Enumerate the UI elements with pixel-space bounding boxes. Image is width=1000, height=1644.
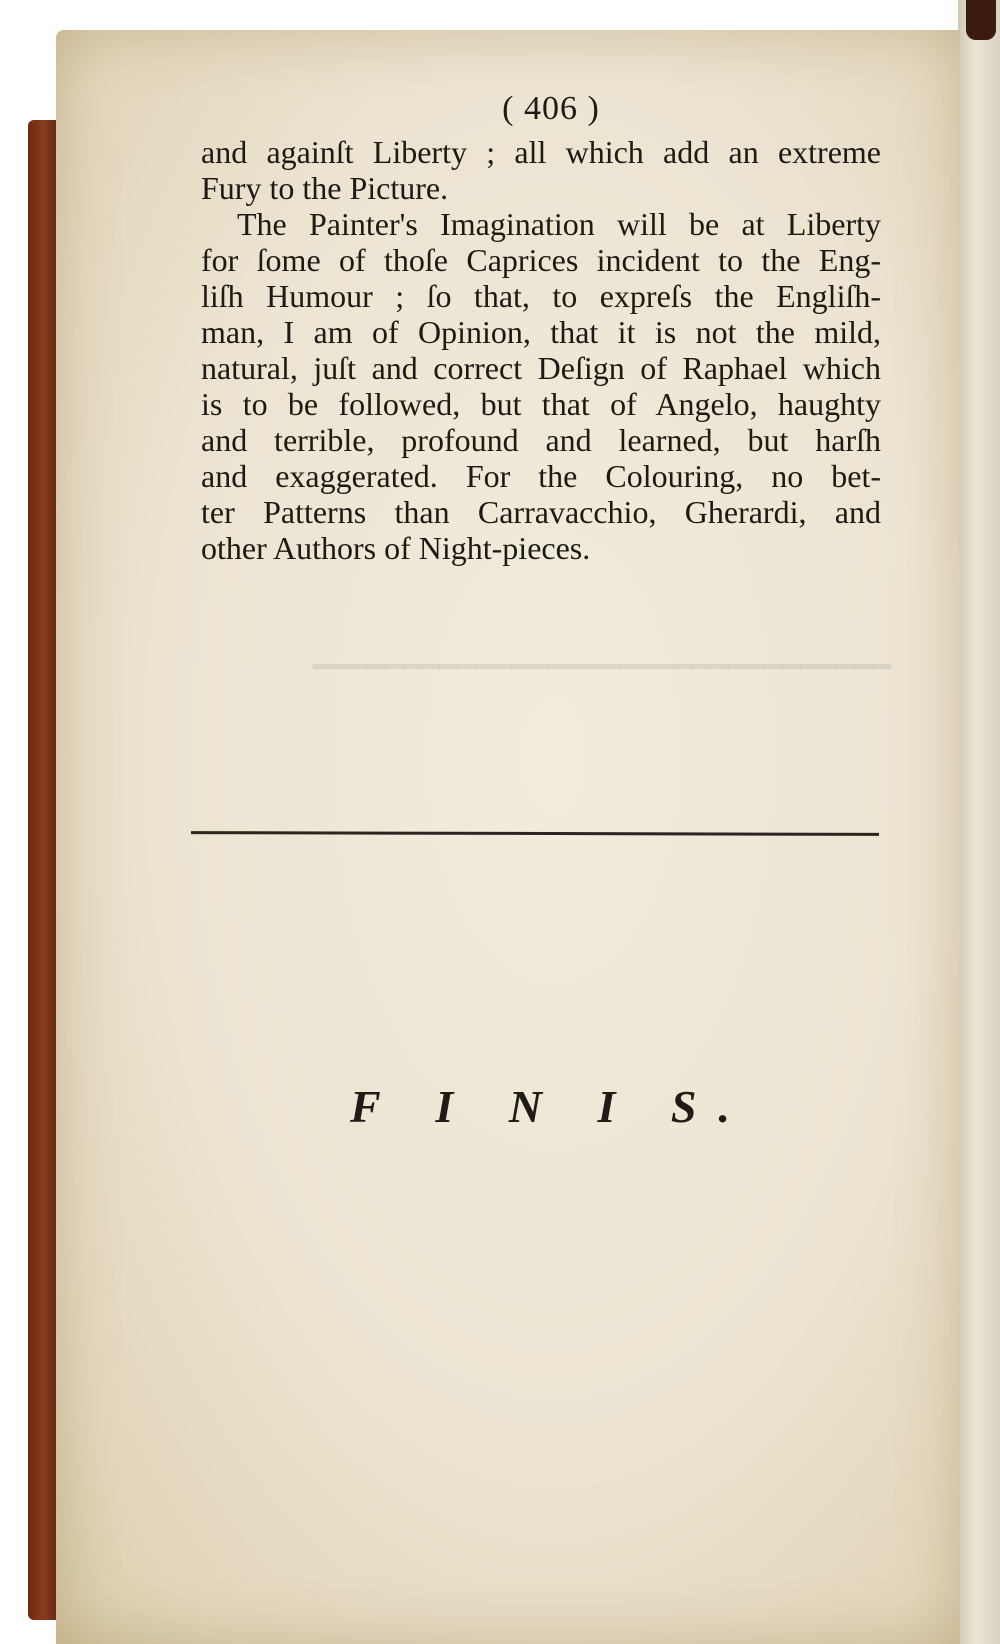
text-line: and terrible, profound and learned, but harſh xyxy=(201,422,881,458)
text-line: for ſome of thoſe Caprices incident to the Eng- xyxy=(201,242,881,278)
text-line: man, I am of Opinion, that it is not the mild, xyxy=(201,314,881,350)
book-page xyxy=(56,30,960,1644)
text-line: liſh Humour ; ſo that, to expreſs the Engliſh- xyxy=(201,278,881,314)
facing-page-edge xyxy=(958,0,1000,1644)
text-line: The Painter's Imagination will be at Liberty xyxy=(237,206,881,242)
text-line: ter Patterns than Carravacchio, Gherardi, and xyxy=(201,494,881,530)
text-line: Fury to the Picture. xyxy=(201,170,449,206)
text-line: other Authors of Night-pieces. xyxy=(201,530,591,566)
text-line: and againſt Liberty ; all which add an extreme xyxy=(201,134,881,170)
finis-heading: F I N I S. xyxy=(350,1081,752,1132)
text-line: and exaggerated. For the Colouring, no bet- xyxy=(201,458,881,494)
text-line: natural, juſt and correct Deſign of Raphael which xyxy=(201,350,881,386)
show-through-text: ━━━━━━━━━━━━━━━━━━━━━━━━━━━━━━━━ xyxy=(313,651,891,684)
text-line: is to be followed, but that of Angelo, haughty xyxy=(201,386,881,422)
body-text xyxy=(201,134,881,566)
horizontal-rule xyxy=(191,831,879,836)
page-number: ( 406 ) xyxy=(502,90,600,127)
